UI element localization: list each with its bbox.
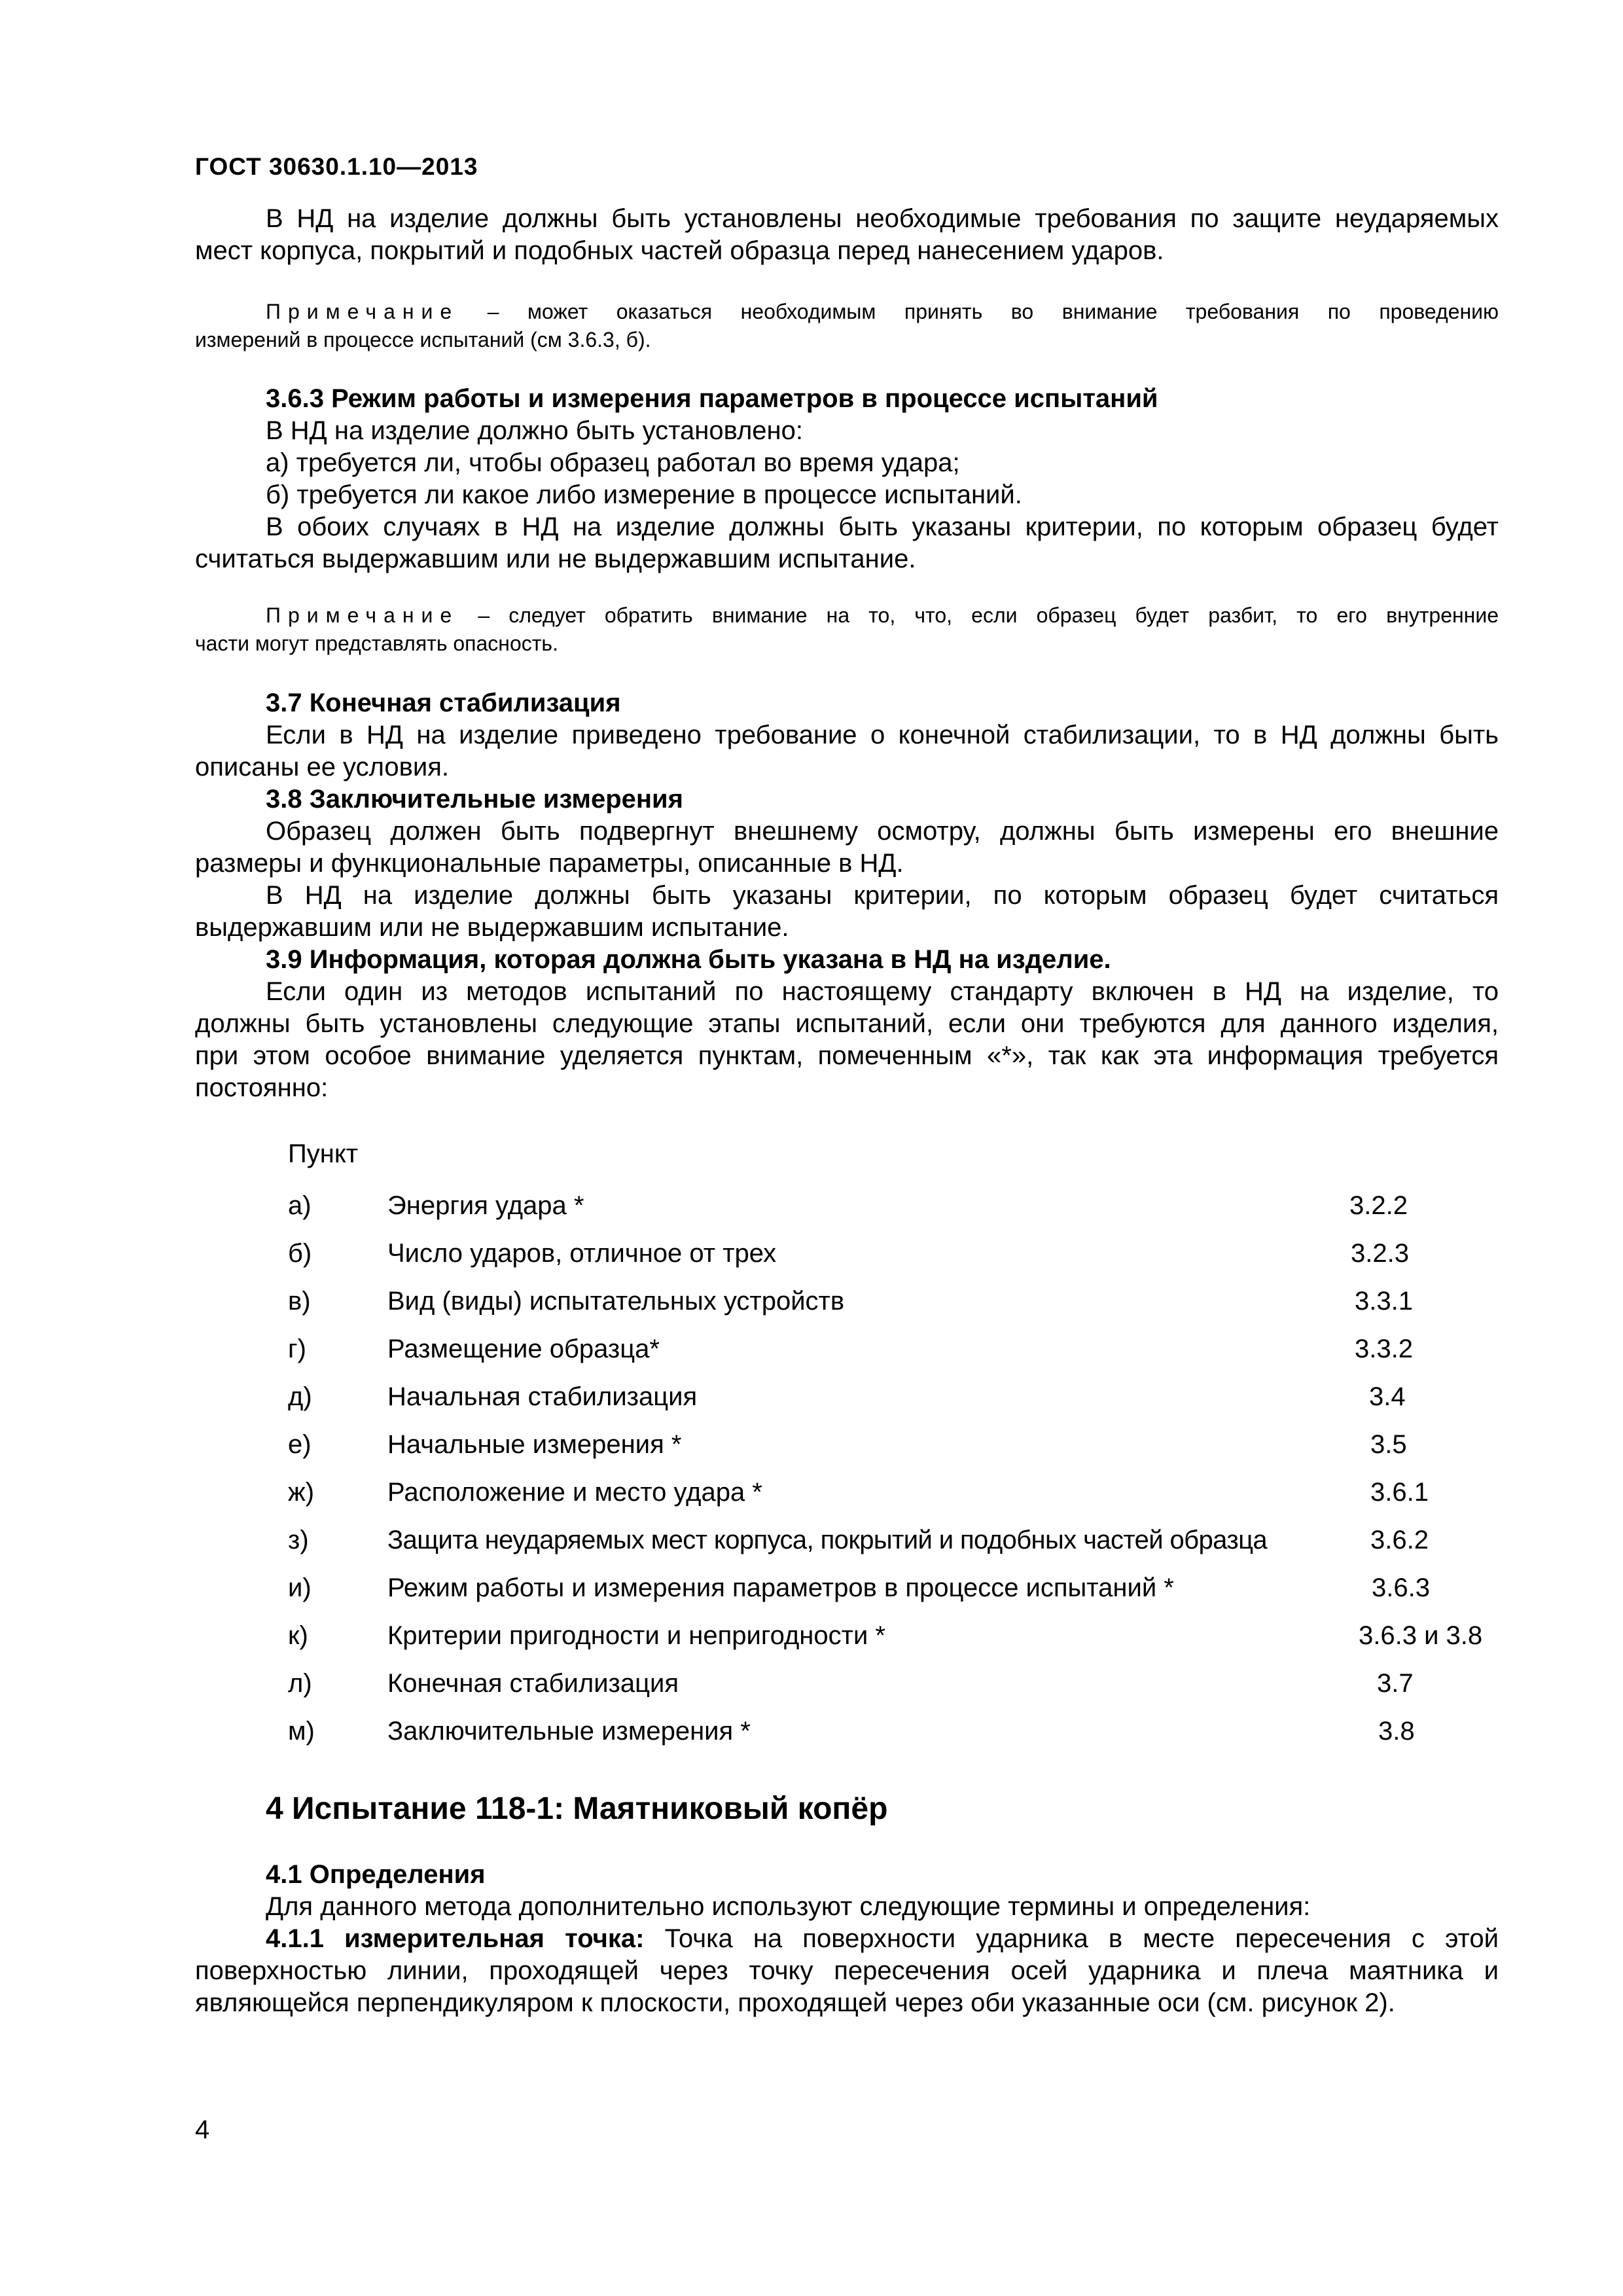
table-row bbox=[0, 1186, 1623, 1225]
row-text: Размещение образца* bbox=[387, 1335, 660, 1363]
table-row bbox=[0, 1664, 1623, 1703]
row-ref: 3.5 bbox=[1370, 1430, 1407, 1459]
section-heading-4-1: 4.1 Определения bbox=[266, 1860, 486, 1889]
section-title-4: 4 Испытание 118-1: Маятниковый копёр bbox=[266, 1791, 888, 1826]
row-ref: 3.2.3 bbox=[1351, 1239, 1409, 1268]
row-text: Защита неударяемых мест корпуса, покрытий и подобных частей образца bbox=[387, 1526, 1268, 1554]
paragraph-line: Образец должен быть подвергнут внешнему осмотру, должны быть измерены его внешние bbox=[266, 817, 1499, 846]
note-text: – следует обратить внимание на то, что, если образец будет разбит, то его внутренние bbox=[459, 603, 1499, 627]
note-line bbox=[195, 298, 1499, 326]
note-label: Примечание bbox=[266, 300, 459, 323]
row-text: Вид (виды) испытательных устройств bbox=[387, 1287, 845, 1316]
paragraph-line: В обоих случаях в НД на изделие должны быть указаны критерии, по которым образец будет bbox=[266, 512, 1499, 541]
row-letter: г) bbox=[288, 1335, 306, 1363]
paragraph-line: Для данного метода дополнительно используют следующие термины и определения: bbox=[266, 1892, 1311, 1921]
row-ref: 3.2.2 bbox=[1349, 1191, 1408, 1220]
paragraph-line: мест корпуса, покрытий и подобных частей образца перед нанесением ударов. bbox=[195, 236, 1164, 265]
note-line: части могут представлять опасность. bbox=[195, 632, 558, 655]
section-heading-3-8: 3.8 Заключительные измерения bbox=[266, 785, 683, 814]
term-definition: Точка на поверхности ударника в месте пересечения с этой bbox=[644, 1924, 1499, 1953]
paragraph-line: Если в НД на изделие приведено требование о конечной стабилизации, то в НД должны быть bbox=[266, 721, 1499, 749]
paragraph-line: считаться выдержавшим или не выдержавшим испытание. bbox=[195, 545, 916, 573]
paragraph-line: Если один из методов испытаний по настоящему стандарту включен в НД на изделие, то bbox=[266, 977, 1499, 1006]
paragraph-line: В НД на изделие должны быть установлены необходимые требования по защите неударяемых bbox=[266, 204, 1499, 233]
row-letter: а) bbox=[288, 1191, 312, 1220]
page-number: 4 bbox=[195, 2115, 210, 2144]
table-row bbox=[0, 1520, 1623, 1560]
row-ref: 3.7 bbox=[1377, 1669, 1414, 1698]
paragraph-line: В НД на изделие должны быть указаны критерии, по которым образец будет считаться bbox=[266, 881, 1499, 910]
term-label: 4.1.1 измерительная точка: bbox=[266, 1924, 645, 1953]
paragraph-line: постоянно: bbox=[195, 1073, 329, 1102]
paragraph-line: выдержавшим или не выдержавшим испытание. bbox=[195, 913, 789, 942]
paragraph-line: при этом особое внимание уделяется пунктам, помеченным «*», так как эта информация требуется bbox=[195, 1041, 1499, 1070]
row-letter: б) bbox=[288, 1239, 312, 1268]
row-ref: 3.3.2 bbox=[1355, 1335, 1413, 1363]
row-text: Начальные измерения * bbox=[387, 1430, 682, 1459]
row-ref: 3.6.1 bbox=[1370, 1478, 1429, 1507]
row-letter: в) bbox=[288, 1287, 311, 1316]
row-letter: д) bbox=[288, 1382, 312, 1411]
table-row bbox=[0, 1377, 1623, 1416]
paragraph-line: В НД на изделие должно быть установлено: bbox=[266, 416, 803, 445]
table-row bbox=[0, 1712, 1623, 1751]
row-ref: 3.8 bbox=[1378, 1717, 1415, 1746]
row-ref: 3.3.1 bbox=[1355, 1287, 1413, 1316]
row-letter: е) bbox=[288, 1430, 312, 1459]
section-heading-3-7: 3.7 Конечная стабилизация bbox=[266, 689, 621, 717]
row-text: Число ударов, отличное от трех bbox=[387, 1239, 777, 1268]
note-text: – может оказаться необходимым принять во внимание требования по проведению bbox=[459, 300, 1499, 323]
row-text: Критерии пригодности и непригодности * bbox=[387, 1621, 885, 1650]
row-text: Начальная стабилизация bbox=[387, 1382, 698, 1411]
paragraph-line: б) требуется ли какое либо измерение в процессе испытаний. bbox=[266, 480, 1022, 509]
row-ref: 3.4 bbox=[1369, 1382, 1406, 1411]
paragraph-line bbox=[195, 1923, 1499, 1955]
row-letter: ж) bbox=[288, 1478, 315, 1507]
table-row bbox=[0, 1616, 1623, 1655]
row-ref: 3.6.2 bbox=[1370, 1526, 1429, 1554]
section-heading-3-6-3: 3.6.3 Режим работы и измерения параметров в процессе испытаний bbox=[266, 384, 1158, 413]
row-text: Расположение и место удара * bbox=[387, 1478, 762, 1507]
paragraph-line: должны быть установлены следующие этапы испытаний, если они требуются для данного изделия, bbox=[195, 1009, 1499, 1038]
note-line: измерений в процессе испытаний (см 3.6.3, б). bbox=[195, 328, 651, 351]
row-ref: 3.6.3 и 3.8 bbox=[1359, 1621, 1483, 1650]
row-letter: и) bbox=[288, 1573, 312, 1602]
note-line bbox=[195, 601, 1499, 630]
table-row bbox=[0, 1234, 1623, 1273]
section-heading-3-9: 3.9 Информация, которая должна быть указана в НД на изделие. bbox=[266, 945, 1111, 974]
row-ref: 3.6.3 bbox=[1372, 1573, 1430, 1602]
table-row bbox=[0, 1425, 1623, 1464]
row-letter: м) bbox=[288, 1717, 315, 1746]
table-row bbox=[0, 1568, 1623, 1607]
table-row bbox=[0, 1282, 1623, 1321]
table-column-header: Пункт bbox=[288, 1139, 359, 1168]
paragraph-line: являющейся перпендикуляром к плоскости, проходящей через оби указанные оси (см. рисунок 2). bbox=[195, 1988, 1395, 2017]
row-letter: з) bbox=[288, 1526, 309, 1554]
paragraph-line: размеры и функциональные параметры, описанные в НД. bbox=[195, 849, 904, 878]
paragraph-line: поверхностью линии, проходящей через точку пересечения осей ударника и плеча маятника и bbox=[195, 1956, 1499, 1985]
row-letter: л) bbox=[288, 1669, 312, 1698]
row-text: Режим работы и измерения параметров в процессе испытаний * bbox=[387, 1573, 1174, 1602]
document-header: ГОСТ 30630.1.10—2013 bbox=[195, 153, 478, 180]
note-label: Примечание bbox=[266, 603, 459, 627]
row-text: Заключительные измерения * bbox=[387, 1717, 751, 1746]
table-row bbox=[0, 1473, 1623, 1512]
table-row bbox=[0, 1329, 1623, 1369]
row-letter: к) bbox=[288, 1621, 308, 1650]
row-text: Энергия удара * bbox=[387, 1191, 584, 1220]
paragraph-line: а) требуется ли, чтобы образец работал во время удара; bbox=[266, 448, 960, 477]
row-text: Конечная стабилизация bbox=[387, 1669, 679, 1698]
paragraph-line: описаны ее условия. bbox=[195, 753, 450, 781]
